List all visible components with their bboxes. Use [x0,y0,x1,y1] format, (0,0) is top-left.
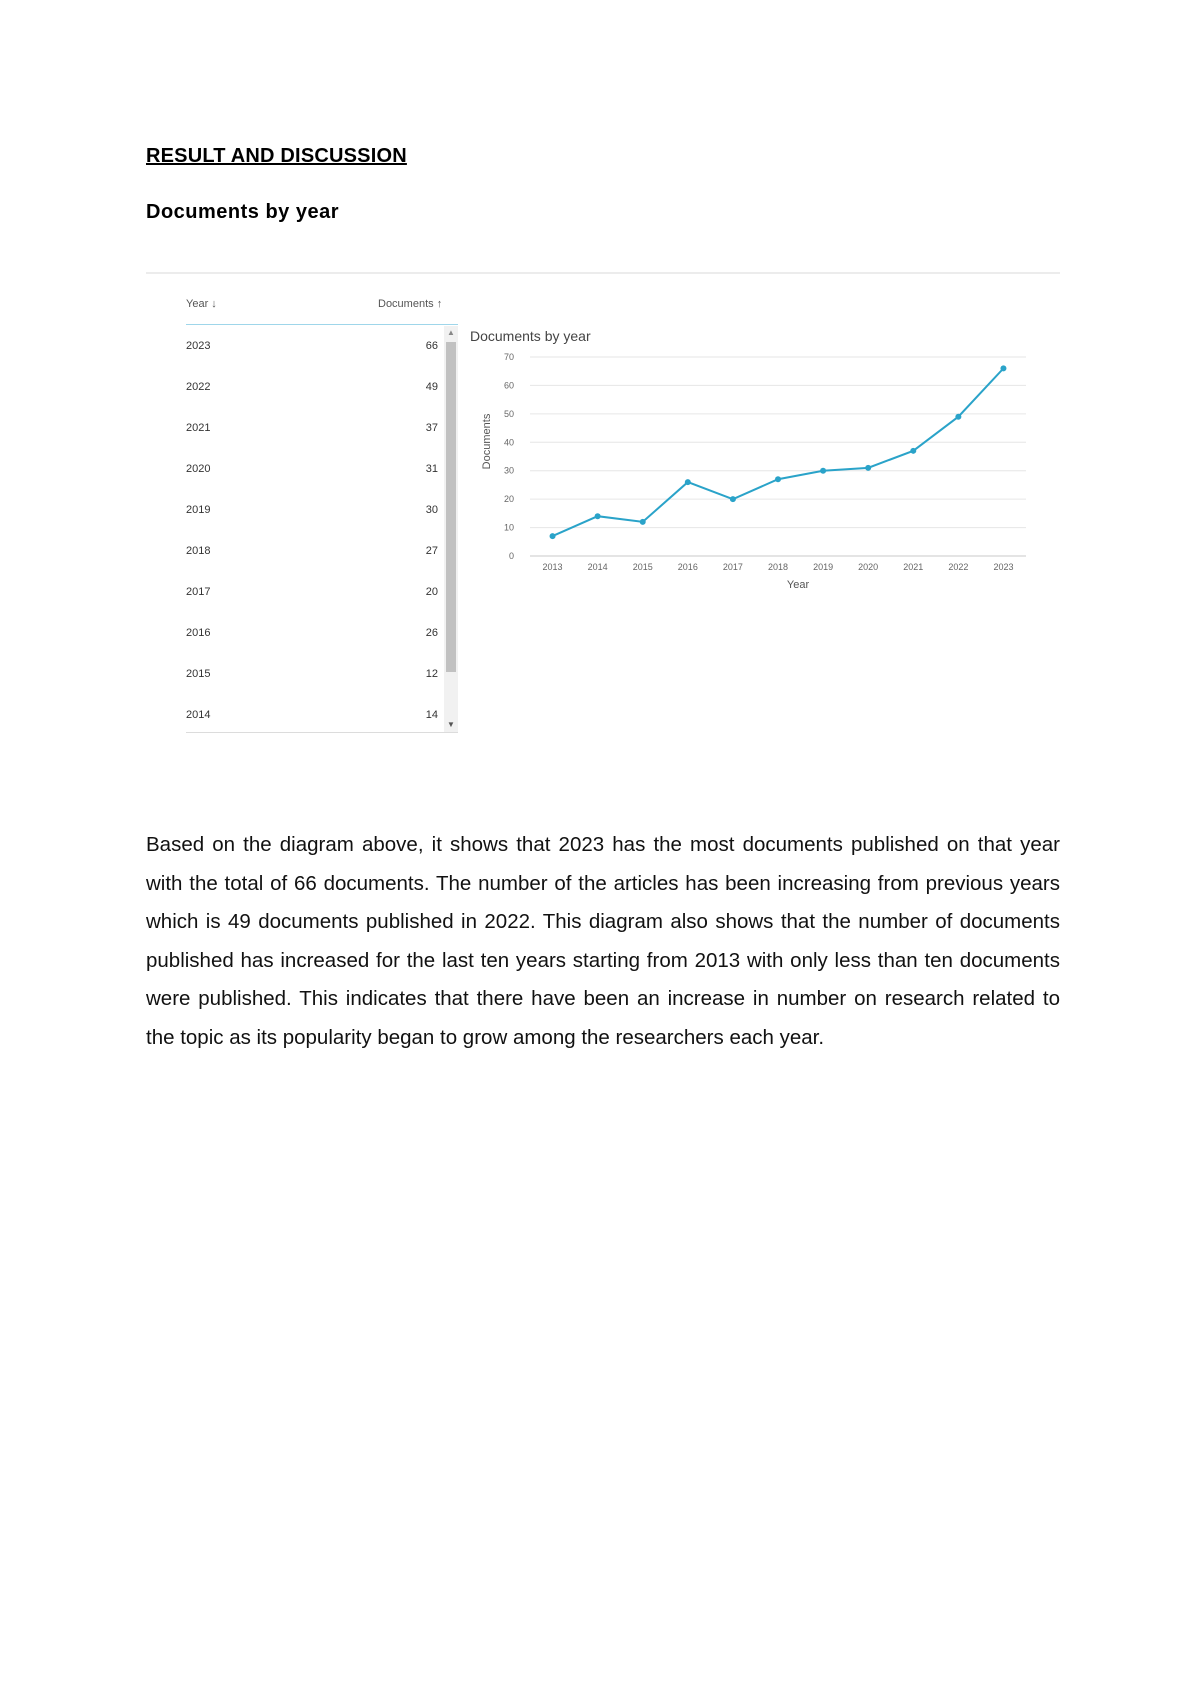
year-cell: 2018 [186,545,211,557]
data-point [775,476,781,482]
table-row [186,381,438,422]
y-tick-label: 40 [503,437,514,448]
x-tick-label: 2014 [587,562,608,572]
year-cell: 2022 [186,381,211,393]
figure-divider [146,272,1060,274]
data-point [910,448,916,454]
table-row [186,627,438,668]
data-point [550,533,556,539]
x-tick-label: 2020 [858,562,879,572]
scroll-thumb[interactable] [446,342,456,672]
x-tick-label: 2016 [677,562,698,572]
table-row [186,463,438,504]
table-row [186,340,438,381]
x-tick-label: 2022 [948,562,969,572]
table-row [186,709,438,750]
scroll-up-icon[interactable]: ▲ [447,328,455,337]
year-column-header[interactable]: Year ↓ [186,298,217,310]
y-tick-label: 70 [503,352,514,362]
documents-cell: 20 [425,586,438,598]
year-cell: 2023 [186,340,211,352]
year-cell: 2016 [186,627,211,639]
x-tick-label: 2018 [767,562,789,572]
data-point [865,465,871,471]
documents-cell: 27 [425,545,438,557]
data-point [820,468,826,474]
chart-title: Documents by year [470,328,591,344]
data-point [955,414,961,420]
y-tick-label: 20 [503,494,514,505]
table-row [186,504,438,545]
documents-cell: 12 [425,668,438,680]
year-cell: 2015 [186,668,211,680]
documents-cell: 14 [425,709,438,721]
documents-cell: 49 [425,381,438,393]
documents-by-year-figure [146,268,1060,738]
data-point [685,479,691,485]
table-row [186,545,438,586]
line-chart [470,328,1060,618]
documents-cell: 37 [425,422,438,434]
y-tick-label: 10 [503,522,514,533]
data-point [1000,365,1006,371]
x-tick-label: 2013 [542,562,563,572]
table-row [186,668,438,709]
x-tick-label: 2021 [903,562,924,572]
body-paragraph: Based on the diagram above, it shows that 2023 has the most documents published on that year with the total of 66 documents. The number of the articles has been increasing from previous years which is 49 documents published in 2022. This diagram also shows that the number of documents published has increased for the last ten years starting from 2013 with only less than ten documents were published. This indicates that there have been an increase in number on research related to the topic as its popularity began to grow among the researchers each year. [146,833,1060,1049]
header-divider [186,324,458,325]
year-cell: 2020 [186,463,211,475]
data-point [730,496,736,502]
scroll-down-icon[interactable]: ▼ [447,720,455,729]
x-axis-label: Year [786,579,810,591]
x-tick-label: 2019 [813,562,834,572]
year-cell: 2014 [186,709,211,721]
documents-column-header[interactable]: Documents ↑ [378,298,443,310]
table-row [186,422,438,463]
y-tick-label: 50 [503,408,514,419]
x-tick-label: 2015 [632,562,653,572]
chart-svg [470,328,1060,618]
table-bottom-border [186,732,458,733]
documents-cell: 30 [425,504,438,516]
data-point [640,519,646,525]
series-line [553,368,1004,536]
table-row [186,586,438,627]
year-cell: 2017 [186,586,211,598]
documents-table [186,298,464,733]
section-heading: RESULT AND DISCUSSION [146,145,407,167]
data-point [595,513,601,519]
y-tick-label: 60 [503,380,514,391]
y-axis-label: Documents [481,413,493,470]
documents-cell: 31 [425,463,438,475]
documents-cell: 66 [425,340,438,352]
y-tick-label: 30 [503,465,514,476]
year-cell: 2021 [186,422,211,434]
documents-cell: 26 [425,627,438,639]
year-cell: 2019 [186,504,211,516]
subsection-heading: Documents by year [146,201,340,223]
y-tick-label: 0 [508,551,514,561]
table-scrollbar[interactable] [444,326,458,732]
x-tick-label: 2023 [993,562,1014,572]
x-tick-label: 2017 [722,562,743,572]
